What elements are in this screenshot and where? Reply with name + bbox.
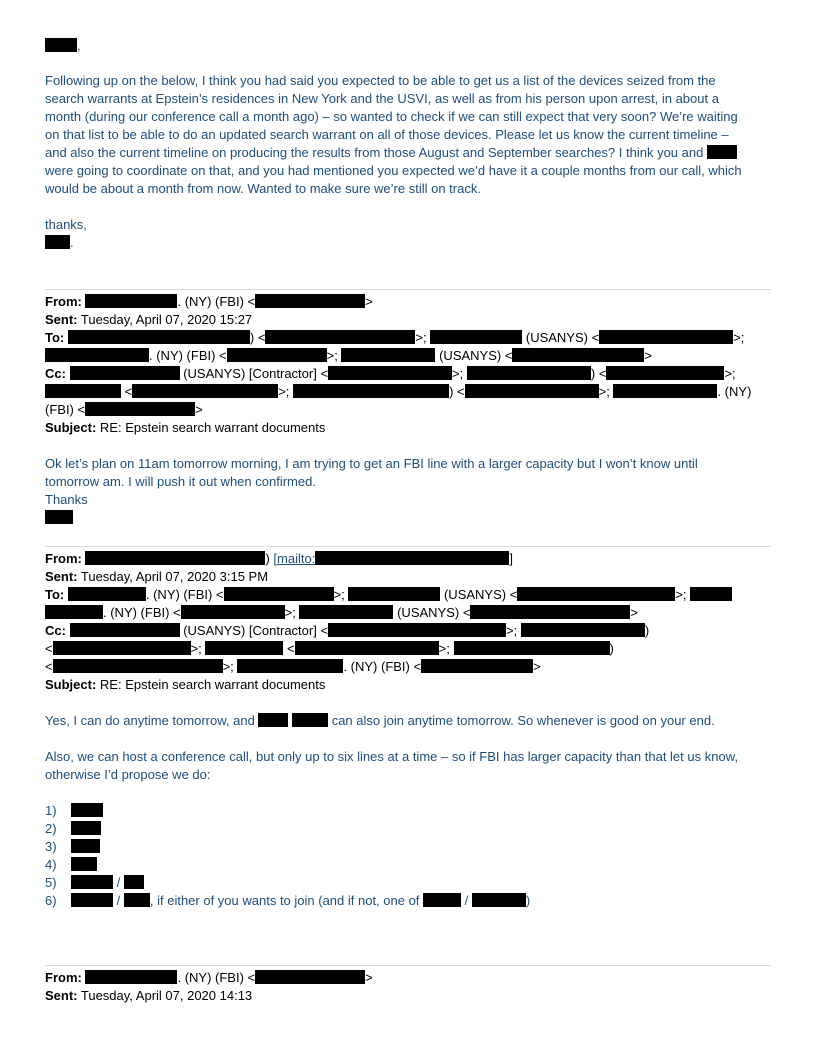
email-3-sent: Sent: Tuesday, April 07, 2020 3:15 PM [45,569,269,584]
redaction [181,605,285,619]
email-2-from: From: . (NY) (FBI) < > [45,294,373,309]
redaction [423,893,461,907]
redaction [348,587,440,601]
email-3-cc-cont2: < >; . (NY) (FBI) < > [45,659,541,674]
redaction [421,659,533,673]
redaction [467,366,591,380]
redaction [85,294,177,308]
redaction [328,366,452,380]
email-3-to-cont: . (NY) (FBI) < >; (USANYS) < > [45,604,638,622]
redaction [124,893,150,907]
redaction [85,551,265,565]
redaction [255,294,365,308]
email-3-cc-cont: < >; < >; ) [45,641,614,656]
redaction [45,235,70,249]
email-3-from: From: ) [mailto: ] [45,551,513,566]
mailto-link[interactable]: [mailto: [273,551,509,566]
redaction [70,623,180,637]
redaction [71,893,113,907]
redaction [53,659,223,673]
email-3-cc: Cc: (USANYS) [Contractor] < >; ) [45,623,650,638]
redaction [517,587,675,601]
redaction [454,641,610,655]
redaction [205,641,283,655]
redaction [45,384,121,398]
redaction [470,605,630,619]
redaction [606,366,724,380]
email-3-subject: Subject: RE: Epstein search warrant documents [45,677,326,692]
redaction [71,857,97,871]
redaction [68,330,250,344]
redaction [45,510,73,524]
redaction [465,384,599,398]
email-2-body: Ok let’s plan on 11am tomorrow morning, I am trying to get an FBI line with a larger capacity but I won’t know until tomorrow am. I will push it out when confirmed. Thanks [45,455,771,527]
email-2-to-cont: . (NY) (FBI) < >; (USANYS) < > [45,347,652,365]
redaction [45,605,103,619]
email-2-to: To: ) < >; (USANYS) < >; [45,330,745,345]
list-item: 1) [45,802,103,820]
redaction [258,713,288,727]
redaction [85,970,177,984]
redaction [71,875,113,889]
redaction [341,348,435,362]
greeting: , [45,37,81,55]
list-item: 6) / , if either of you wants to join (and if not, one of / ) [45,893,531,908]
divider [45,289,771,290]
redaction [328,623,506,637]
redaction [299,605,393,619]
redaction [292,713,328,727]
email-3-body-line-1: Yes, I can do anytime tomorrow, and can also join anytime tomorrow. So whenever is good on your end. [45,713,715,728]
redaction [68,587,146,601]
redaction [224,587,334,601]
email-2-sent: Sent: Tuesday, April 07, 2020 15:27 [45,312,253,327]
email-3-body: Also, we can host a conference call, but only up to six lines at a time – so if FBI has larger capacity than that let us know, otherwise I’d propose we do: [45,749,738,782]
redaction [227,348,327,362]
redaction [71,803,103,817]
redaction [315,551,509,565]
redaction [472,893,526,907]
divider [45,965,771,966]
redaction [53,641,191,655]
redaction [124,875,144,889]
email-4-sent: Sent: Tuesday, April 07, 2020 14:13 [45,988,253,1003]
redaction [599,330,733,344]
closing: thanks, [45,217,87,232]
redaction [690,587,732,601]
redaction [45,38,77,52]
email-4-from: From: . (NY) (FBI) < > [45,970,373,985]
email-2-cc-cont: < >; ) < >; . (NY) [45,383,751,401]
email-3-to: To: . (NY) (FBI) < >; (USANYS) < >; [45,586,732,604]
redaction [707,145,737,159]
redaction [521,623,645,637]
redaction [85,402,195,416]
top-paragraph: Following up on the below, I think you had said you expected to be able to get us a list of the devices seized from the search warrants at Epstein’s residences in New York and the USVI, as well as from his person upon arrest, in about a month (during our conference call a month ago) – so wanted to check if we can still expect that very soon? We’re waiting on that list to be able to do an updated search warrant on all of those devices. Please let us know the current timeline – and also the current timeline on producing the results from those August and September searches? I think you and were going to coordinate on that, and you had mentioned you expected we’d have it a couple months from our call, which would be about a month from now. Wanted to make sure we’re still on track. [45,73,742,196]
list-item: 5) / [45,874,144,892]
divider [45,546,771,547]
redaction [70,366,180,380]
redaction [293,384,449,398]
list-item: 4) [45,856,97,874]
redaction [613,384,717,398]
list-item: 3) [45,838,100,856]
redaction [295,641,439,655]
redaction [237,659,343,673]
list-item: 2) [45,820,101,838]
redaction [512,348,644,362]
redaction [71,839,100,853]
signature: . [45,234,74,252]
redaction [45,348,149,362]
email-2-cc: Cc: (USANYS) [Contractor] < >; ) < >; [45,366,736,381]
redaction [430,330,522,344]
redaction [132,384,278,398]
redaction [255,970,365,984]
redaction [71,821,101,835]
email-2-cc-cont2: (FBI) < > [45,402,203,417]
email-2-subject: Subject: RE: Epstein search warrant documents [45,420,326,435]
redaction [265,330,415,344]
